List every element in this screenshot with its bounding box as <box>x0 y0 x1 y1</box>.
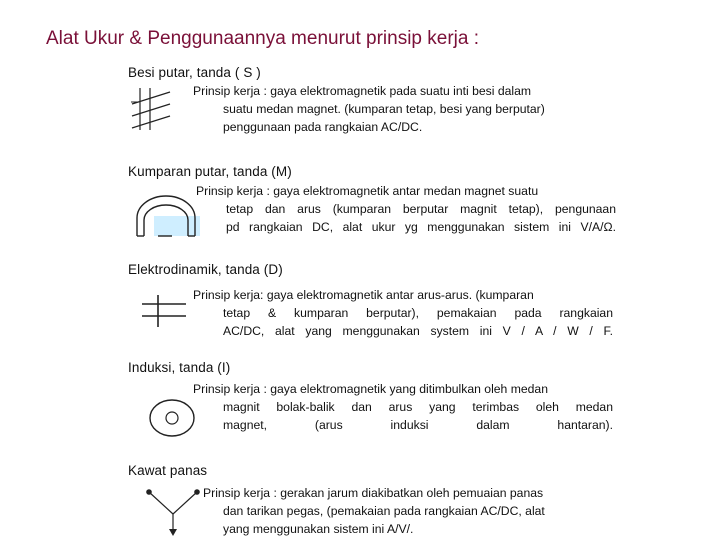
section-heading: Elektrodinamik, tanda (D) <box>128 262 283 277</box>
section-heading: Kumparan putar, tanda (M) <box>128 164 292 179</box>
section-description <box>193 380 613 434</box>
description-line: tetap dan arus (kumparan berputar magnit tetap), pengunaan <box>226 202 616 216</box>
description-line: AC/DC, alat yang menggunakan system ini V / A / W / F. <box>223 324 613 338</box>
hot-wire-symbol-icon <box>145 488 201 538</box>
moving-iron-symbol-icon <box>130 86 180 132</box>
section-description <box>193 286 613 340</box>
section-description <box>203 484 545 538</box>
description-line: dan tarikan pegas, (pemakaian pada rangkaian AC/DC, alat <box>223 504 545 518</box>
description-line: Prinsip kerja : gaya elektromagnetik yang ditimbulkan oleh medan <box>193 382 548 396</box>
description-line: magnit bolak-balik dan arus yang terimbas oleh medan <box>223 400 613 414</box>
description-line: Prinsip kerja: gaya elektromagnetik antar arus-arus. (kumparan <box>193 288 534 302</box>
page-title: Alat Ukur & Penggunaannya menurut prinsip kerja : <box>46 28 480 49</box>
description-line: Prinsip kerja : gerakan jarum diakibatkan oleh pemuaian panas <box>203 486 544 500</box>
section-heading: Besi putar, tanda ( S ) <box>128 65 261 80</box>
description-line: Prinsip kerja : gaya elektromagnetik antar medan magnet suatu <box>196 184 539 198</box>
description-line: pd rangkaian DC, alat ukur yg menggunakan sistem ini V/A/Ω. <box>226 220 616 234</box>
description-line: Prinsip kerja : gaya elektromagnetik pada suatu inti besi dalam <box>193 84 532 98</box>
description-line: tetap & kumparan berputar), pemakaian pada rangkaian <box>223 306 613 320</box>
description-line: penggunaan pada rangkaian AC/DC. <box>223 120 423 134</box>
moving-coil-symbol-icon <box>134 194 202 240</box>
description-line: suatu medan magnet. (kumparan tetap, besi yang berputar) <box>223 102 545 116</box>
section-description <box>196 182 616 236</box>
section-description <box>193 82 545 136</box>
description-line: magnet, (arus induksi dalam hantaran). <box>223 418 613 432</box>
induction-symbol-icon <box>148 398 196 438</box>
description-line: yang menggunakan sistem ini A/V/. <box>223 522 414 536</box>
electrodynamic-symbol-icon <box>140 294 188 328</box>
section-heading: Induksi, tanda (I) <box>128 360 231 375</box>
section-heading: Kawat panas <box>128 463 208 478</box>
